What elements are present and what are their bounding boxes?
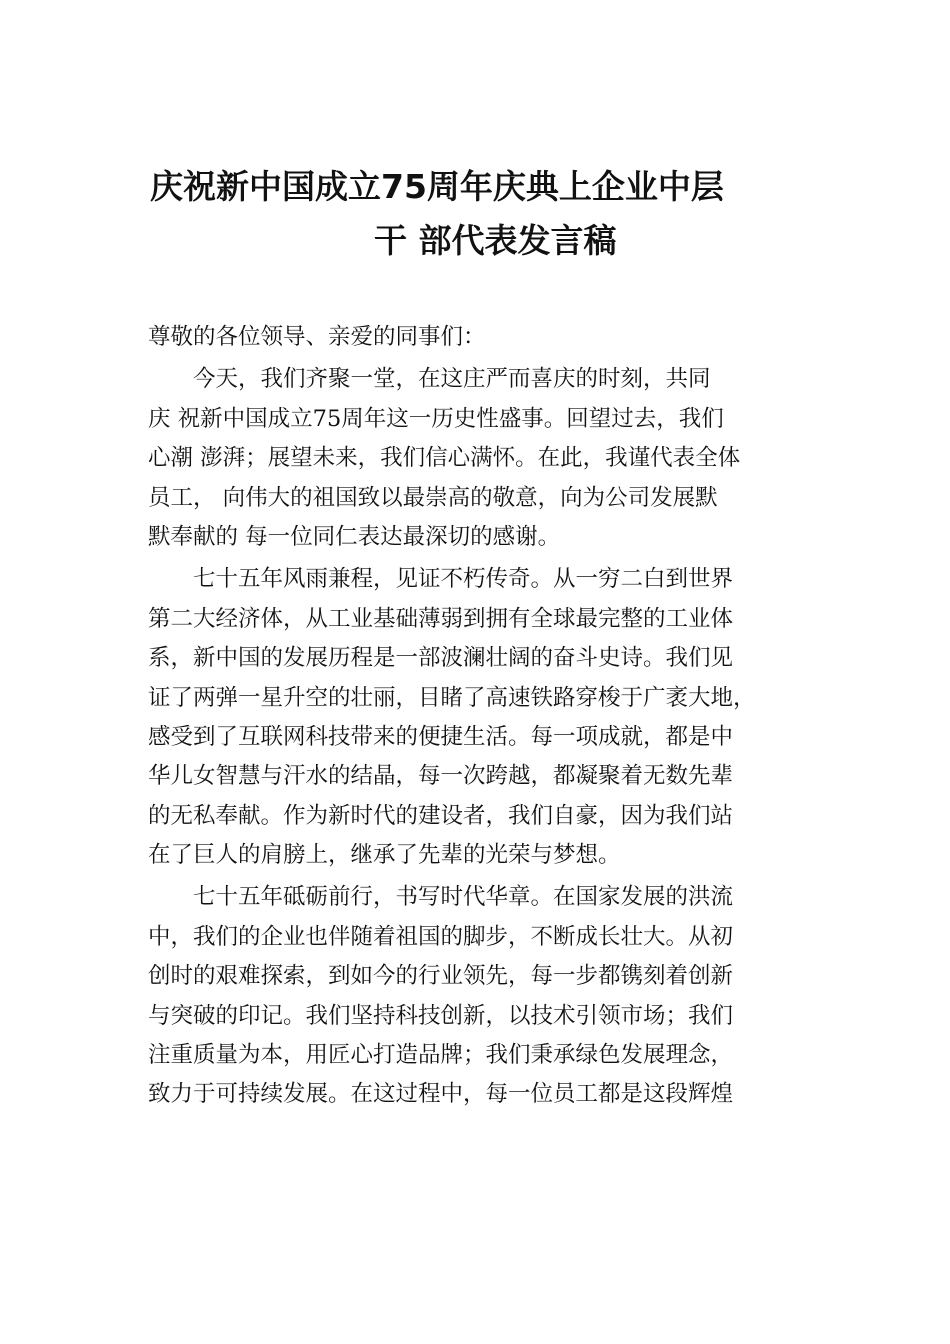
paragraph-line: 致力于可持续发展。在这过程中，每一位员工都是这段辉煌 [148,1081,734,1108]
paragraph-line: 庆 祝新中国成立75周年这一历史性盛事。回望过去，我们 [148,405,724,432]
paragraph-line: 第二大经济体，从工业基础薄弱到拥有全球最完整的工业体 [148,605,734,632]
document-title [120,160,820,268]
title-line-1: 庆祝新中国成立75周年庆典上企业中层 [150,167,724,206]
paragraph-line: 在了巨人的肩膀上，继承了先辈的光荣与梦想。 [148,842,621,869]
paragraph-line: 员工， 向伟大的祖国致以最崇高的敬意，向为公司发展默 [148,484,718,511]
paragraph-line: 感受到了互联网科技带来的便捷生活。每一项成就，都是中 [148,723,734,750]
paragraph-line: 系，新中国的发展历程是一部波澜壮阔的奋斗史诗。我们见 [148,645,734,672]
paragraph-line: 七十五年砥砺前行，书写时代华章。在国家发展的洪流 [148,884,734,911]
paragraph-line: 心潮 澎湃；展望未来，我们信心满怀。在此，我谨代表全体 [148,445,741,472]
paragraph-line: 中，我们的企业也伴随着祖国的脚步，不断成长壮大。从初 [148,923,734,950]
paragraph-line: 创时的艰难探索，到如今的行业领先，每一步都镌刻着创新 [148,963,734,990]
salutation: 尊敬的各位领导、亲爱的同事们： [148,324,486,350]
paragraph-line: 注重质量为本，用匠心打造品牌；我们秉承绿色发展理念， [148,1042,734,1069]
document-body [148,318,818,1115]
paragraph-line: 与突破的印记。我们坚持科技创新，以技术引领市场；我们 [148,1002,734,1029]
title-line-2: 干 部代表发言稿 [374,221,617,260]
paragraph-line: 默奉献的 每一位同仁表达最深切的感谢。 [148,523,561,550]
paragraph-line: 的无私奉献。作为新时代的建设者，我们自豪，因为我们站 [148,802,734,829]
paragraph-3 [148,878,818,1114]
paragraph-1 [148,360,818,557]
paragraph-2 [148,560,818,875]
paragraph-line: 华儿女智慧与汗水的结晶，每一次跨越，都凝聚着无数先辈 [148,763,734,790]
paragraph-line: 今天，我们齐聚一堂，在这庄严而喜庆的时刻，共同 [148,366,711,393]
paragraph-line: 证了两弹一星升空的壮丽，目睹了高速铁路穿梭于广袤大地， [148,684,756,711]
paragraph-line: 七十五年风雨兼程，见证不朽传奇。从一穷二白到世界 [148,566,734,593]
